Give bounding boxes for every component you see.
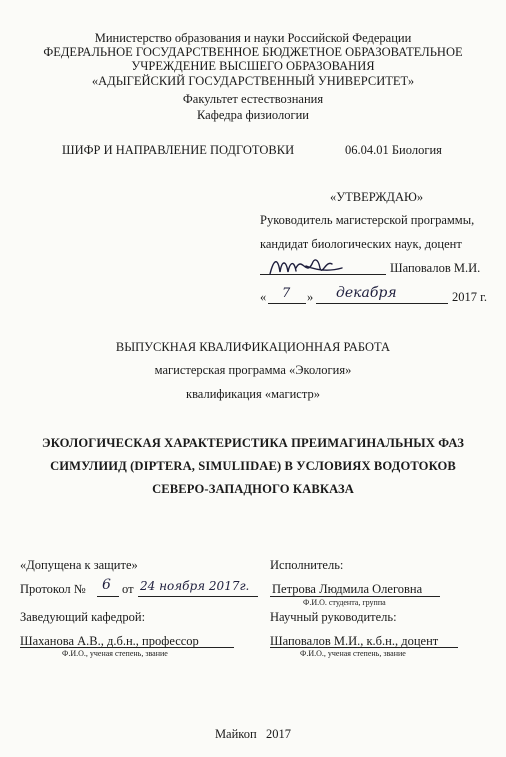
protocol-date-line xyxy=(138,596,258,597)
protocol-number-line xyxy=(97,596,119,597)
approval-date-open-quote: « xyxy=(260,290,267,304)
approval-signer: Шаповалов М.И. xyxy=(390,261,481,275)
work-type: ВЫПУСКНАЯ КВАЛИФИКАЦИОННАЯ РАБОТА xyxy=(115,340,391,354)
approval-date-close-quote: » xyxy=(307,290,314,304)
university-name: «АДЫГЕЙСКИЙ ГОСУДАРСТВЕННЫЙ УНИВЕРСИТЕТ» xyxy=(91,74,415,88)
approval-date-year: 2017 г. xyxy=(452,290,487,304)
head-name-line xyxy=(20,647,234,648)
supervisor-name-line xyxy=(270,647,458,648)
approval-day-line xyxy=(268,303,306,304)
institution-line-2: УЧРЕЖДЕНИЕ ВЫСШЕГО ОБРАЗОВАНИЯ xyxy=(131,59,375,73)
executor-name: Петрова Людмила Олеговна xyxy=(272,582,423,596)
supervisor-caption: Ф.И.О., ученая степень, звание xyxy=(300,649,406,658)
protocol-from-label: от xyxy=(122,582,134,596)
thesis-title-line-2: СИМУЛИИД (DIPTERA, SIMULIIDAE) В УСЛОВИЯХ ВОДОТОКОВ xyxy=(50,459,456,473)
approval-signature xyxy=(266,254,346,280)
protocol-label: Протокол № xyxy=(20,582,86,596)
approval-degree: кандидат биологических наук, доцент xyxy=(260,237,462,251)
thesis-title-line-3: СЕВЕРО-ЗАПАДНОГО КАВКАЗА xyxy=(152,482,354,496)
department-name: Кафедра физиологии xyxy=(197,108,309,122)
head-caption: Ф.И.О., ученая степень, звание xyxy=(62,649,168,658)
direction-value: 06.04.01 Биология xyxy=(345,143,442,157)
executor-title: Исполнитель: xyxy=(270,558,344,572)
approval-title: «УТВЕРЖДАЮ» xyxy=(330,190,424,204)
approval-position: Руководитель магистерской программы, xyxy=(260,213,475,227)
supervisor-name: Шаповалов М.И., к.б.н., доцент xyxy=(270,634,439,648)
executor-name-line xyxy=(270,596,440,597)
executor-caption: Ф.И.О. студента, группа xyxy=(303,598,386,607)
protocol-date: 24 ноября 2017г. xyxy=(140,579,250,593)
direction-label: ШИФР И НАПРАВЛЕНИЕ ПОДГОТОВКИ xyxy=(62,143,295,157)
thesis-title-line-1: ЭКОЛОГИЧЕСКАЯ ХАРАКТЕРИСТИКА ПРЕИМАГИНАЛЬНЫХ ФАЗ xyxy=(42,436,464,450)
work-program: магистерская программа «Экология» xyxy=(154,363,352,377)
approval-month-line xyxy=(316,303,448,304)
work-qualification: квалификация «магистр» xyxy=(186,387,320,401)
city-year: Майкоп 2017 xyxy=(214,727,292,741)
admission-title: «Допущена к защите» xyxy=(20,558,138,572)
supervisor-label: Научный руководитель: xyxy=(270,610,397,624)
faculty-name: Факультет естествознания xyxy=(182,92,324,106)
approval-date-day: 7 xyxy=(282,286,291,301)
head-name: Шаханова А.В., д.б.н., профессор xyxy=(20,634,199,648)
protocol-number: 6 xyxy=(102,577,111,593)
institution-line-1: ФЕДЕРАЛЬНОЕ ГОСУДАРСТВЕННОЕ БЮДЖЕТНОЕ ОБРАЗОВАТЕЛЬНОЕ xyxy=(43,45,463,59)
ministry-line: Министерство образования и науки Российской Федерации xyxy=(94,31,412,45)
head-label: Заведующий кафедрой: xyxy=(20,610,146,624)
approval-date-month: декабря xyxy=(336,285,397,301)
